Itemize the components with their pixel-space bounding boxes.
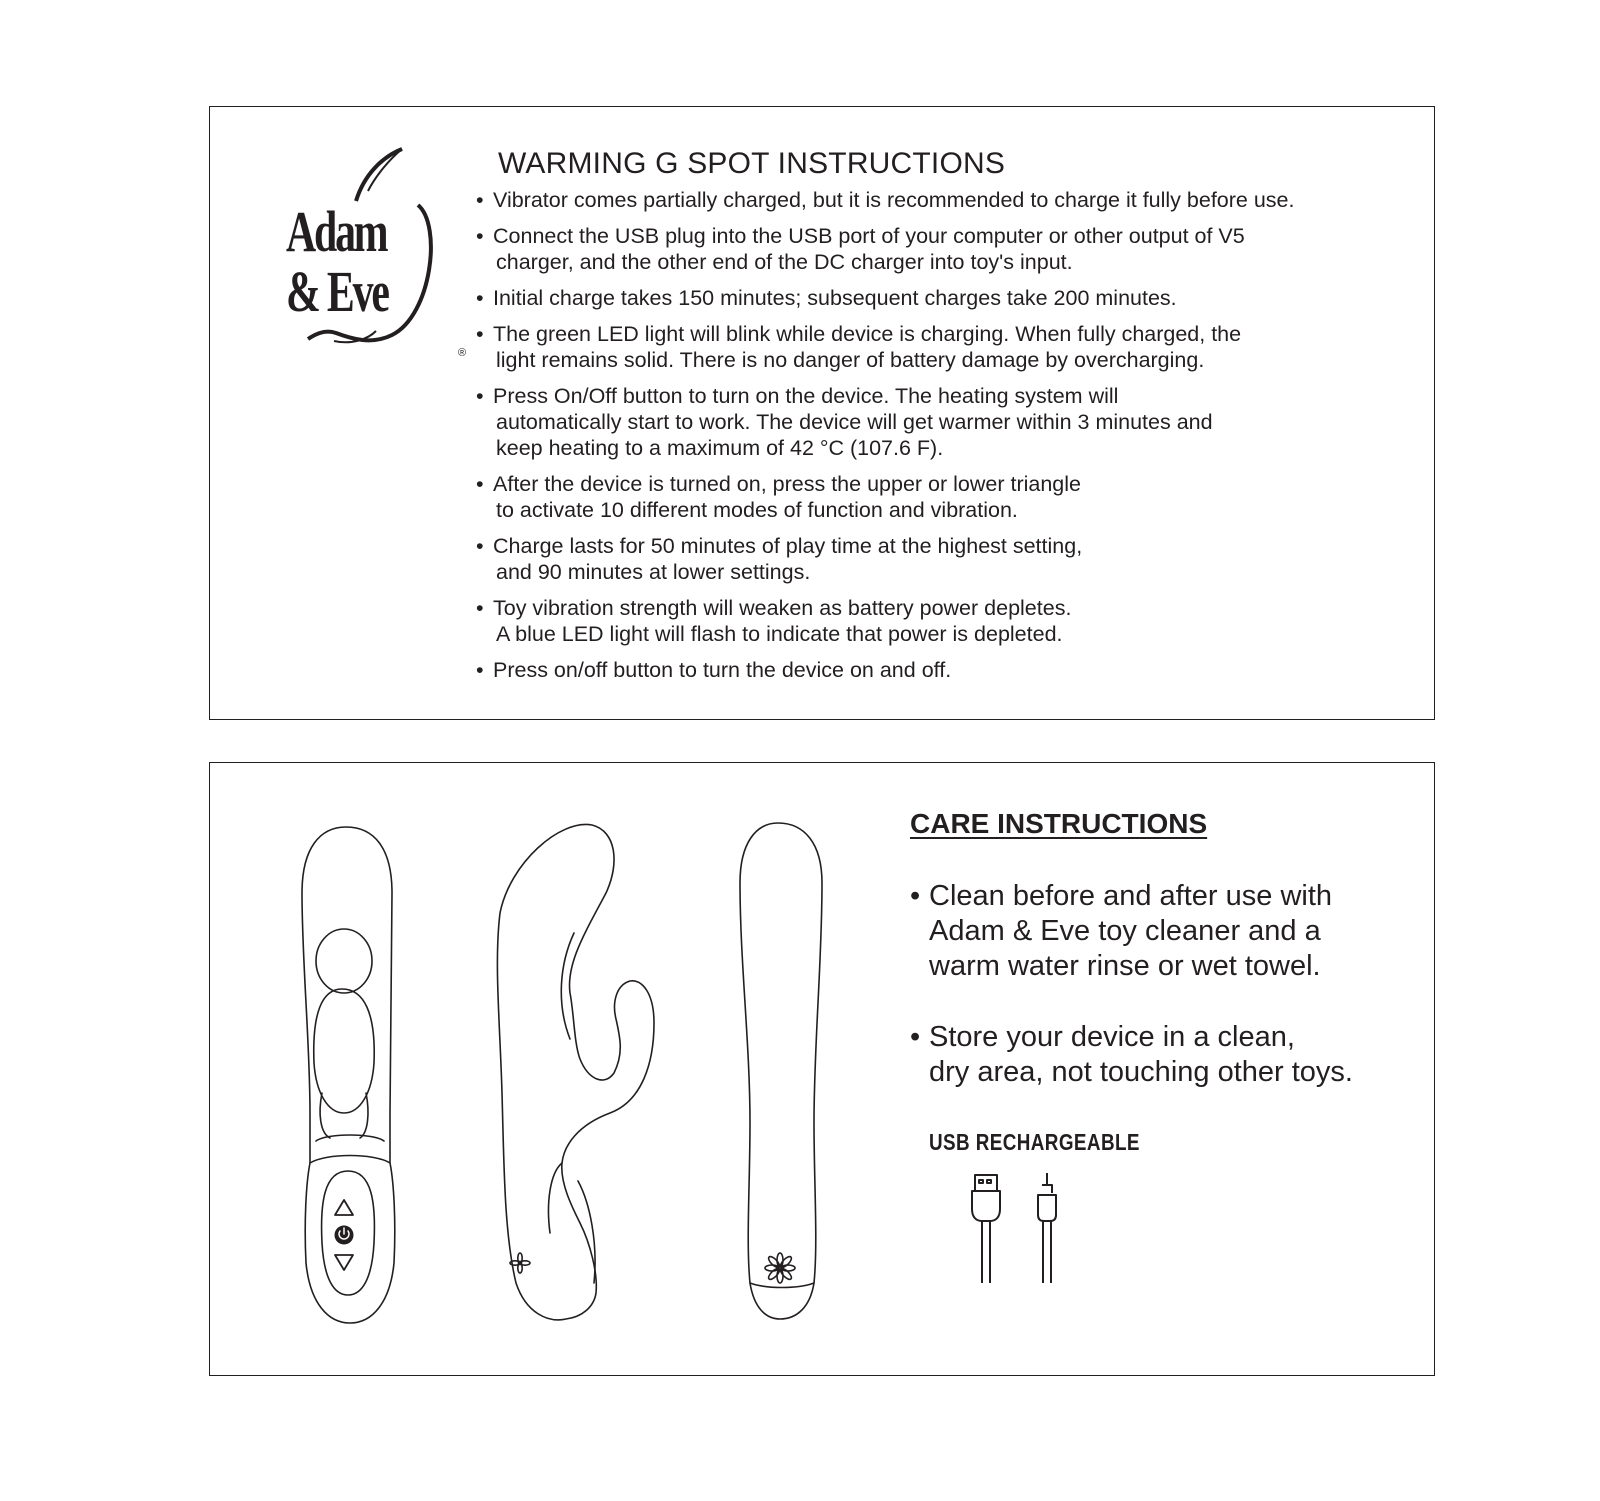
charger-illustration — [970, 1173, 1090, 1293]
care-list — [910, 879, 1410, 1126]
warming-item-line: A blue LED light will flash to indicate that power is depleted. — [496, 622, 1063, 646]
device-back-view — [740, 823, 822, 1319]
warming-item-line: • Press on/off button to turn the device on and off. — [493, 658, 952, 682]
warming-item-line: and 90 minutes at lower settings. — [496, 560, 811, 584]
warming-item-line: • Vibrator comes partially charged, but it is recommended to charge it fully before use. — [493, 188, 1295, 212]
device-buttons — [335, 1200, 354, 1270]
warming-item — [476, 595, 1396, 647]
care-item-line: warm water rinse or wet towel. — [929, 950, 1321, 982]
warming-item-line: • The green LED light will blink while device is charging. When fully charged, the — [493, 322, 1242, 346]
registered-mark: ® — [458, 347, 467, 359]
flower-icon — [765, 1253, 795, 1283]
care-item-line: Adam & Eve toy cleaner and a — [929, 915, 1321, 947]
usb-plug-icon — [972, 1175, 1000, 1283]
warming-item — [476, 657, 1396, 683]
warming-title: WARMING G SPOT INSTRUCTIONS — [498, 147, 1006, 180]
care-item — [910, 879, 1410, 984]
warming-item-line: to activate 10 different modes of function and vibration. — [496, 498, 1018, 522]
warming-item — [476, 471, 1396, 523]
care-instructions-panel — [209, 762, 1435, 1376]
logo-word-eve: & Eve — [286, 259, 388, 324]
care-item-line: • Store your device in a clean, — [929, 1021, 1295, 1053]
warming-item — [476, 187, 1396, 213]
usb-rechargeable-label: USB RECHARGEABLE — [929, 1129, 1140, 1155]
warming-item-line: • Toy vibration strength will weaken as battery power depletes. — [493, 596, 1072, 620]
warming-item — [476, 223, 1396, 275]
warming-item-line: light remains solid. There is no danger of battery damage by overcharging. — [496, 348, 1205, 372]
care-item — [910, 1020, 1410, 1090]
care-title: CARE INSTRUCTIONS — [910, 808, 1208, 839]
warming-item — [476, 383, 1396, 461]
down-triangle-icon — [335, 1255, 353, 1270]
warming-item — [476, 321, 1396, 373]
warming-item-line: keep heating to a maximum of 42 °C (107.6 F). — [496, 436, 944, 460]
warming-item-line: charger, and the other end of the DC charger into toy's input. — [496, 250, 1073, 274]
logo-word-adam: Adam — [286, 199, 387, 264]
device-side-view — [497, 824, 654, 1319]
device-illustrations — [210, 763, 910, 1373]
power-icon — [335, 1226, 354, 1245]
warming-instructions-panel — [209, 106, 1435, 720]
brand-logo — [272, 145, 467, 359]
warming-item-line: • Connect the USB plug into the USB port of your computer or other output of V5 — [493, 224, 1245, 248]
warming-item-line: • Initial charge takes 150 minutes; subsequent charges take 200 minutes. — [493, 286, 1177, 310]
warming-item — [476, 285, 1396, 311]
care-item-line: • Clean before and after use with — [929, 880, 1333, 912]
device-front-view — [302, 827, 395, 1323]
warming-list — [476, 187, 1396, 693]
up-triangle-icon — [335, 1200, 353, 1215]
care-item-line: dry area, not touching other toys. — [929, 1056, 1353, 1088]
warming-item-line: • Charge lasts for 50 minutes of play time at the highest setting, — [493, 534, 1083, 558]
warming-item-line: • Press On/Off button to turn on the device. The heating system will — [493, 384, 1119, 408]
dc-plug-icon — [1038, 1173, 1056, 1283]
warming-item-line: • After the device is turned on, press the upper or lower triangle — [493, 472, 1081, 496]
warming-item-line: automatically start to work. The device will get warmer within 3 minutes and — [496, 410, 1213, 434]
warming-item — [476, 533, 1396, 585]
